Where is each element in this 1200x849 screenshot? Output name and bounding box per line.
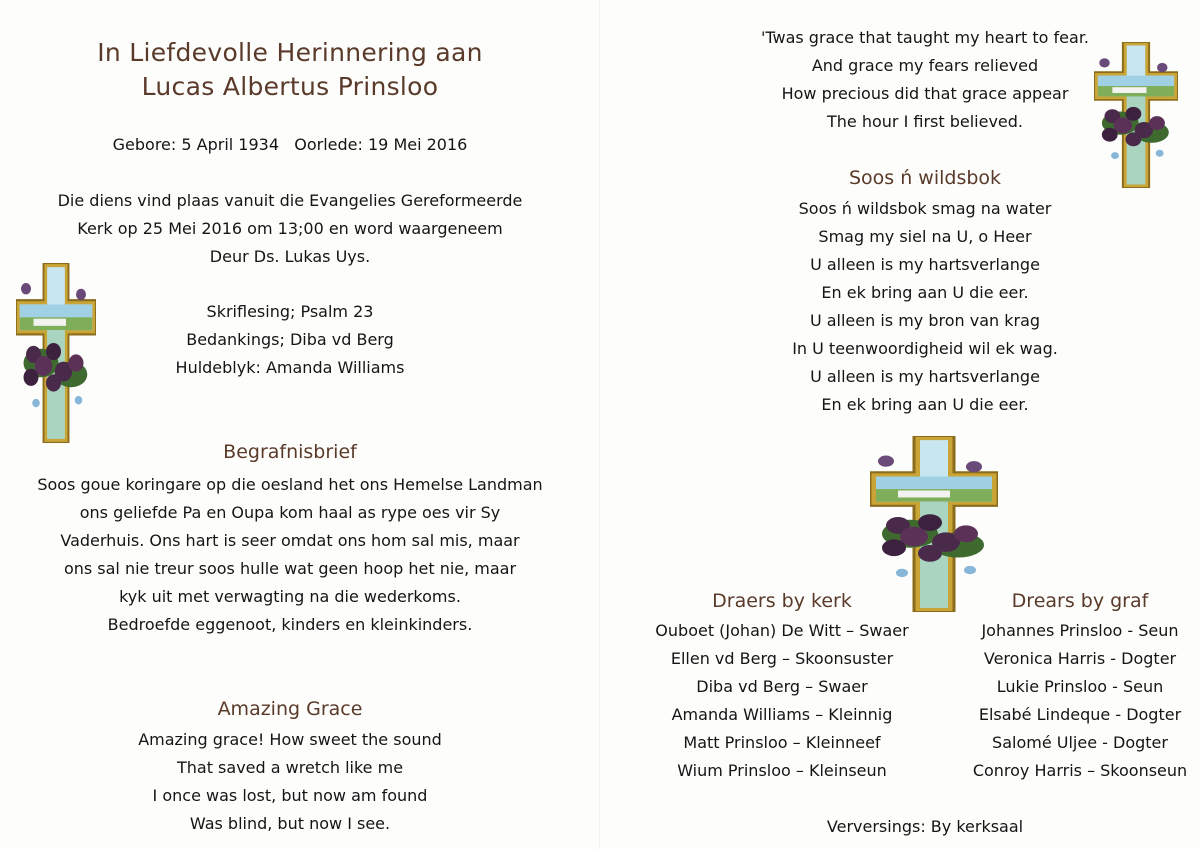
letter-line: kyk uit met verwagting na die wederkoms. — [119, 587, 461, 606]
hymn-continued — [700, 24, 1150, 136]
letter-line: Bedroefde eggenoot, kinders en kleinkinders. — [107, 615, 473, 634]
letter-line: Soos goue koringare op die oesland het ons Hemelse Landman — [37, 475, 543, 494]
bearer-item: Ouboet (Johan) De Witt – Swaer — [655, 621, 909, 640]
letter-line: Vaderhuis. Ons hart is seer omdat ons hom sal mis, maar — [60, 531, 520, 550]
hymn-line: The hour I first believed. — [826, 112, 1024, 131]
service-line: Deur Ds. Lukas Uys. — [209, 247, 371, 266]
bearer-item: Ellen vd Berg – Skoonsuster — [670, 649, 894, 668]
bearer-item: Wium Prinsloo – Kleinseun — [677, 761, 887, 780]
song-line: U alleen is my hartsverlange — [810, 255, 1040, 274]
hymn-line: I once was lost, but now am found — [152, 786, 428, 805]
service-details — [20, 187, 560, 271]
song — [700, 195, 1150, 419]
bearer-item: Conroy Harris – Skoonseun — [972, 761, 1188, 780]
letter-line: ons sal nie treur soos hulle wat geen hoop het nie, maar — [63, 559, 517, 578]
program-line: Huldeblyk: Amanda Williams — [175, 358, 405, 377]
title-line-1: In Liefdevolle Herinnering aan — [97, 38, 483, 67]
bearer-item: Diba vd Berg – Swaer — [696, 677, 868, 696]
hymn-heading: Amazing Grace — [217, 698, 363, 720]
floral-cross-icon — [16, 263, 96, 443]
song-line: U alleen is my bron van krag — [809, 311, 1041, 330]
song-line: Smag my siel na U, o Heer — [818, 227, 1032, 246]
bearer-item: Amanda Williams – Kleinnig — [671, 705, 893, 724]
dates: Gebore: 5 April 1934 Oorlede: 19 Mei 2016 — [112, 135, 468, 154]
refreshments: Verversings: By kerksaal — [826, 817, 1024, 836]
letter-line: ons geliefde Pa en Oupa kom haal as rype oes vir Sy — [79, 503, 501, 522]
hymn-line: That saved a wretch like me — [176, 758, 404, 777]
program-line: Bedankings; Diba vd Berg — [186, 330, 394, 349]
hymn-line: How precious did that grace appear — [781, 84, 1069, 103]
hymn — [40, 726, 540, 838]
hymn-line: Was blind, but now I see. — [189, 814, 391, 833]
grave-bearers — [962, 617, 1198, 785]
bearer-item: Elsabé Lindeque - Dogter — [978, 705, 1182, 724]
bearer-item: Matt Prinsloo – Kleinneef — [683, 733, 881, 752]
song-line: U alleen is my hartsverlange — [810, 367, 1040, 386]
hymn-line: 'Twas grace that taught my heart to fear. — [760, 28, 1090, 47]
floral-cross-icon — [870, 436, 998, 612]
church-bearers-heading: Draers by kerk — [712, 590, 852, 612]
service-line: Kerk op 25 Mei 2016 om 13;00 en word waargeneem — [77, 219, 503, 238]
hymn-line: And grace my fears relieved — [811, 56, 1039, 75]
song-line: En ek bring aan U die eer. — [821, 283, 1029, 302]
page-fold — [599, 0, 600, 849]
bearer-item: Lukie Prinsloo - Seun — [996, 677, 1164, 696]
bearer-item: Veronica Harris - Dogter — [983, 649, 1177, 668]
song-line: En ek bring aan U die eer. — [821, 395, 1029, 414]
title-line-2: Lucas Albertus Prinsloo — [141, 72, 439, 101]
song-line: In U teenwoordigheid wil ek wag. — [792, 339, 1058, 358]
grave-bearers-heading: Drears by graf — [1011, 590, 1149, 612]
song-line: Soos ń wildsbok smag na water — [798, 199, 1052, 218]
song-heading: Soos ń wildsbok — [848, 167, 1002, 189]
letter-heading: Begrafnisbrief — [223, 441, 357, 463]
bearer-item: Salomé Uljee - Dogter — [992, 733, 1168, 752]
bearer-item: Johannes Prinsloo - Seun — [981, 621, 1179, 640]
program-line: Skriflesing; Psalm 23 — [206, 302, 374, 321]
service-line: Die diens vind plaas vanuit die Evangelies Gereformeerde — [57, 191, 523, 210]
program — [120, 298, 460, 382]
church-bearers — [642, 617, 922, 785]
letter — [20, 471, 560, 639]
hymn-line: Amazing grace! How sweet the sound — [138, 730, 442, 749]
